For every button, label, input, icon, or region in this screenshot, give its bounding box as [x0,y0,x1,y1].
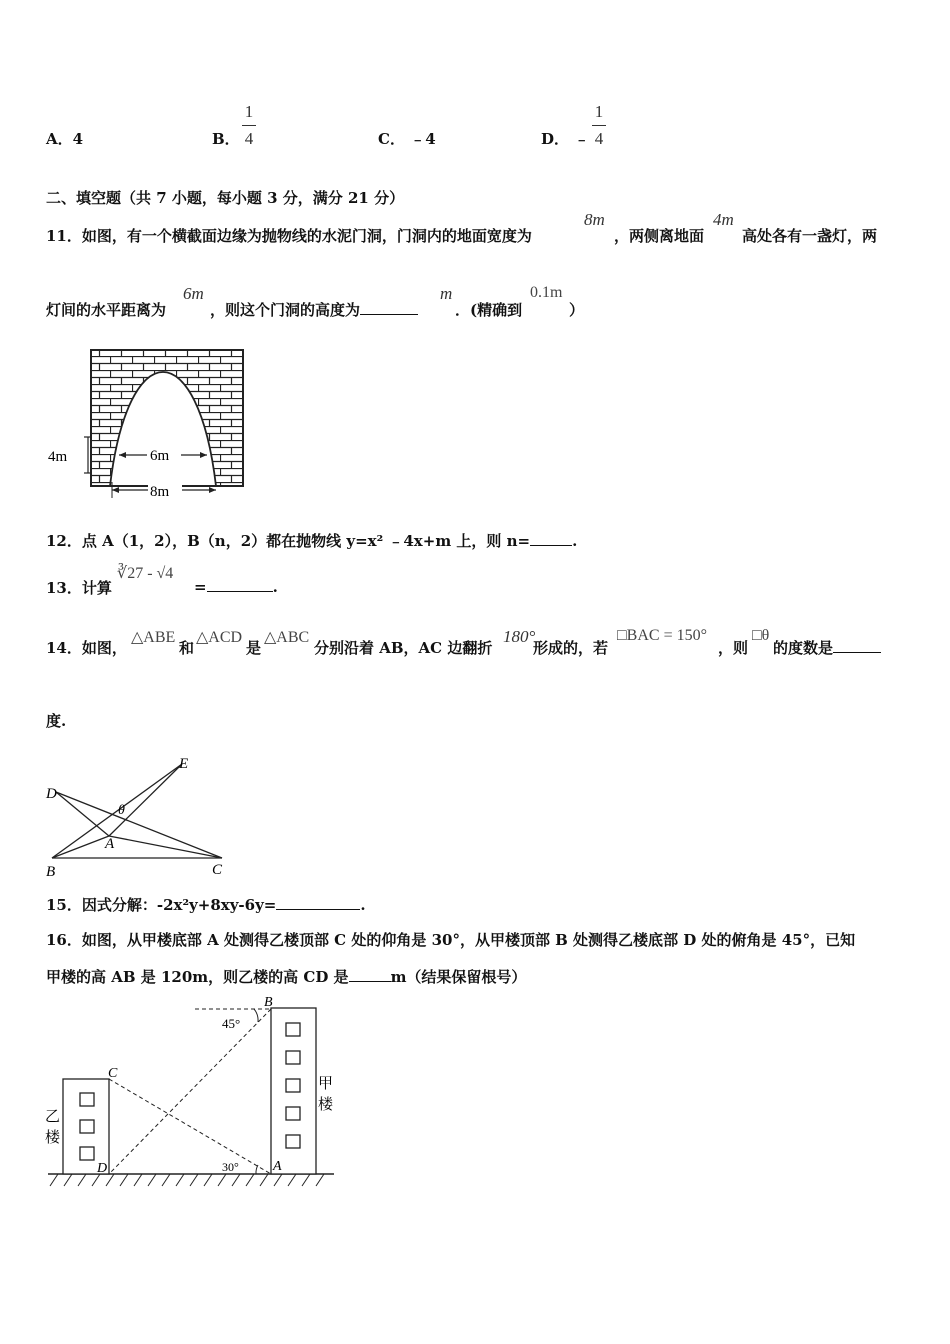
q11-line1: 11．如图，有一个横截面边缘为抛物线的水泥门洞，门洞内的地面宽度为 [46,227,532,245]
q14-prefix: 14．如图， [46,639,127,657]
buildings-figure [40,990,340,1196]
label-jia: 甲 [318,1076,334,1092]
q11-line2b: ，则这个门洞的高度为 [210,299,418,320]
q14-text2: 形成的，若 [533,639,609,657]
q13-label: 13．计算 [46,579,112,597]
q12: 12．点 A（1，2），B（n，2）都在抛物线 y=x² ﹣4x+m 上，则 n= . [46,532,578,550]
q14-then: ，则 [718,639,749,657]
point-b: B [264,995,273,1010]
q14-condition: □BAC = 150° [617,627,707,644]
q11-precision: 0.1m [530,284,563,301]
q11-4m: 4m [713,210,734,229]
point-d: D [46,786,57,802]
section-title: 二、填空题（共 7 小题，每小题 3 分，满分 21 分） [46,189,405,207]
q11-line2c: ．(精确到 [455,301,523,319]
choice-d: D． ﹣ [541,130,590,148]
point-a: A [105,836,115,852]
q13-expression: ∛27 - √4 [117,565,174,582]
q11-6m: 6m [183,284,204,303]
label-yi-lou: 楼 [45,1130,61,1146]
point-c: C [108,1066,118,1081]
q14-and: 和 [179,639,195,657]
q11-m: m [440,284,453,303]
q14-is: 是 [246,639,262,657]
angle-theta: θ [118,803,125,818]
arch-label-6m: 6m [150,448,170,464]
choice-c: C． ﹣4 [378,130,436,148]
q14-180: 180° [503,627,536,646]
choice-b-label: B． [212,130,240,148]
q11-line1c: 高处各有一盏灯，两 [742,227,878,245]
q11-line2d: ） [569,301,585,319]
q14-suffix: 的度数是 [773,637,881,658]
choice-a: A．4 [46,130,84,148]
q11-line2: 灯间的水平距离为 [46,301,167,319]
q15: 15．因式分解：-2x²y+8xy-6y= . [46,896,366,914]
q14-unit: 度. [46,712,67,730]
point-d: D [97,1161,108,1176]
arch-label-4m: 4m [48,449,68,465]
q14-theta: □θ [752,627,770,644]
q11-line1b: ，两侧离地面 [614,227,705,245]
q16-line1: 16．如图，从甲楼底部 A 处测得乙楼顶部 C 处的仰角是 30°，从甲楼顶部 B 处测得乙楼底部 D 处的俯角是 45°，已知 [46,931,856,949]
point-c: C [212,862,223,878]
q14-text: 分别沿着 AB，AC 边翻折 [314,639,493,657]
q14-triangle-acd: △ACD [196,629,243,646]
arch-label-8m: 8m [150,484,170,500]
label-yi: 乙 [45,1109,61,1125]
label-jia-lou: 楼 [318,1097,334,1113]
choice-d-fraction: 1 4 [590,102,608,149]
q13-blank: = . [194,578,278,596]
triangle-figure [40,752,240,880]
angle-45: 45° [222,1016,241,1031]
point-b: B [46,864,56,880]
angle-30: 30° [222,1160,239,1174]
q14-triangle-abe: △ABE [131,629,176,646]
q11-8m: 8m [584,210,605,229]
arch-figure [44,342,254,504]
choice-b-fraction: 1 4 [240,102,258,149]
q14-triangle-abc: △ABC [264,629,310,646]
point-a: A [273,1159,282,1174]
point-e: E [179,756,189,772]
q16-line2: 甲楼的高 AB 是 120m，则乙楼的高 CD 是 m（结果保留根号） [46,968,527,986]
